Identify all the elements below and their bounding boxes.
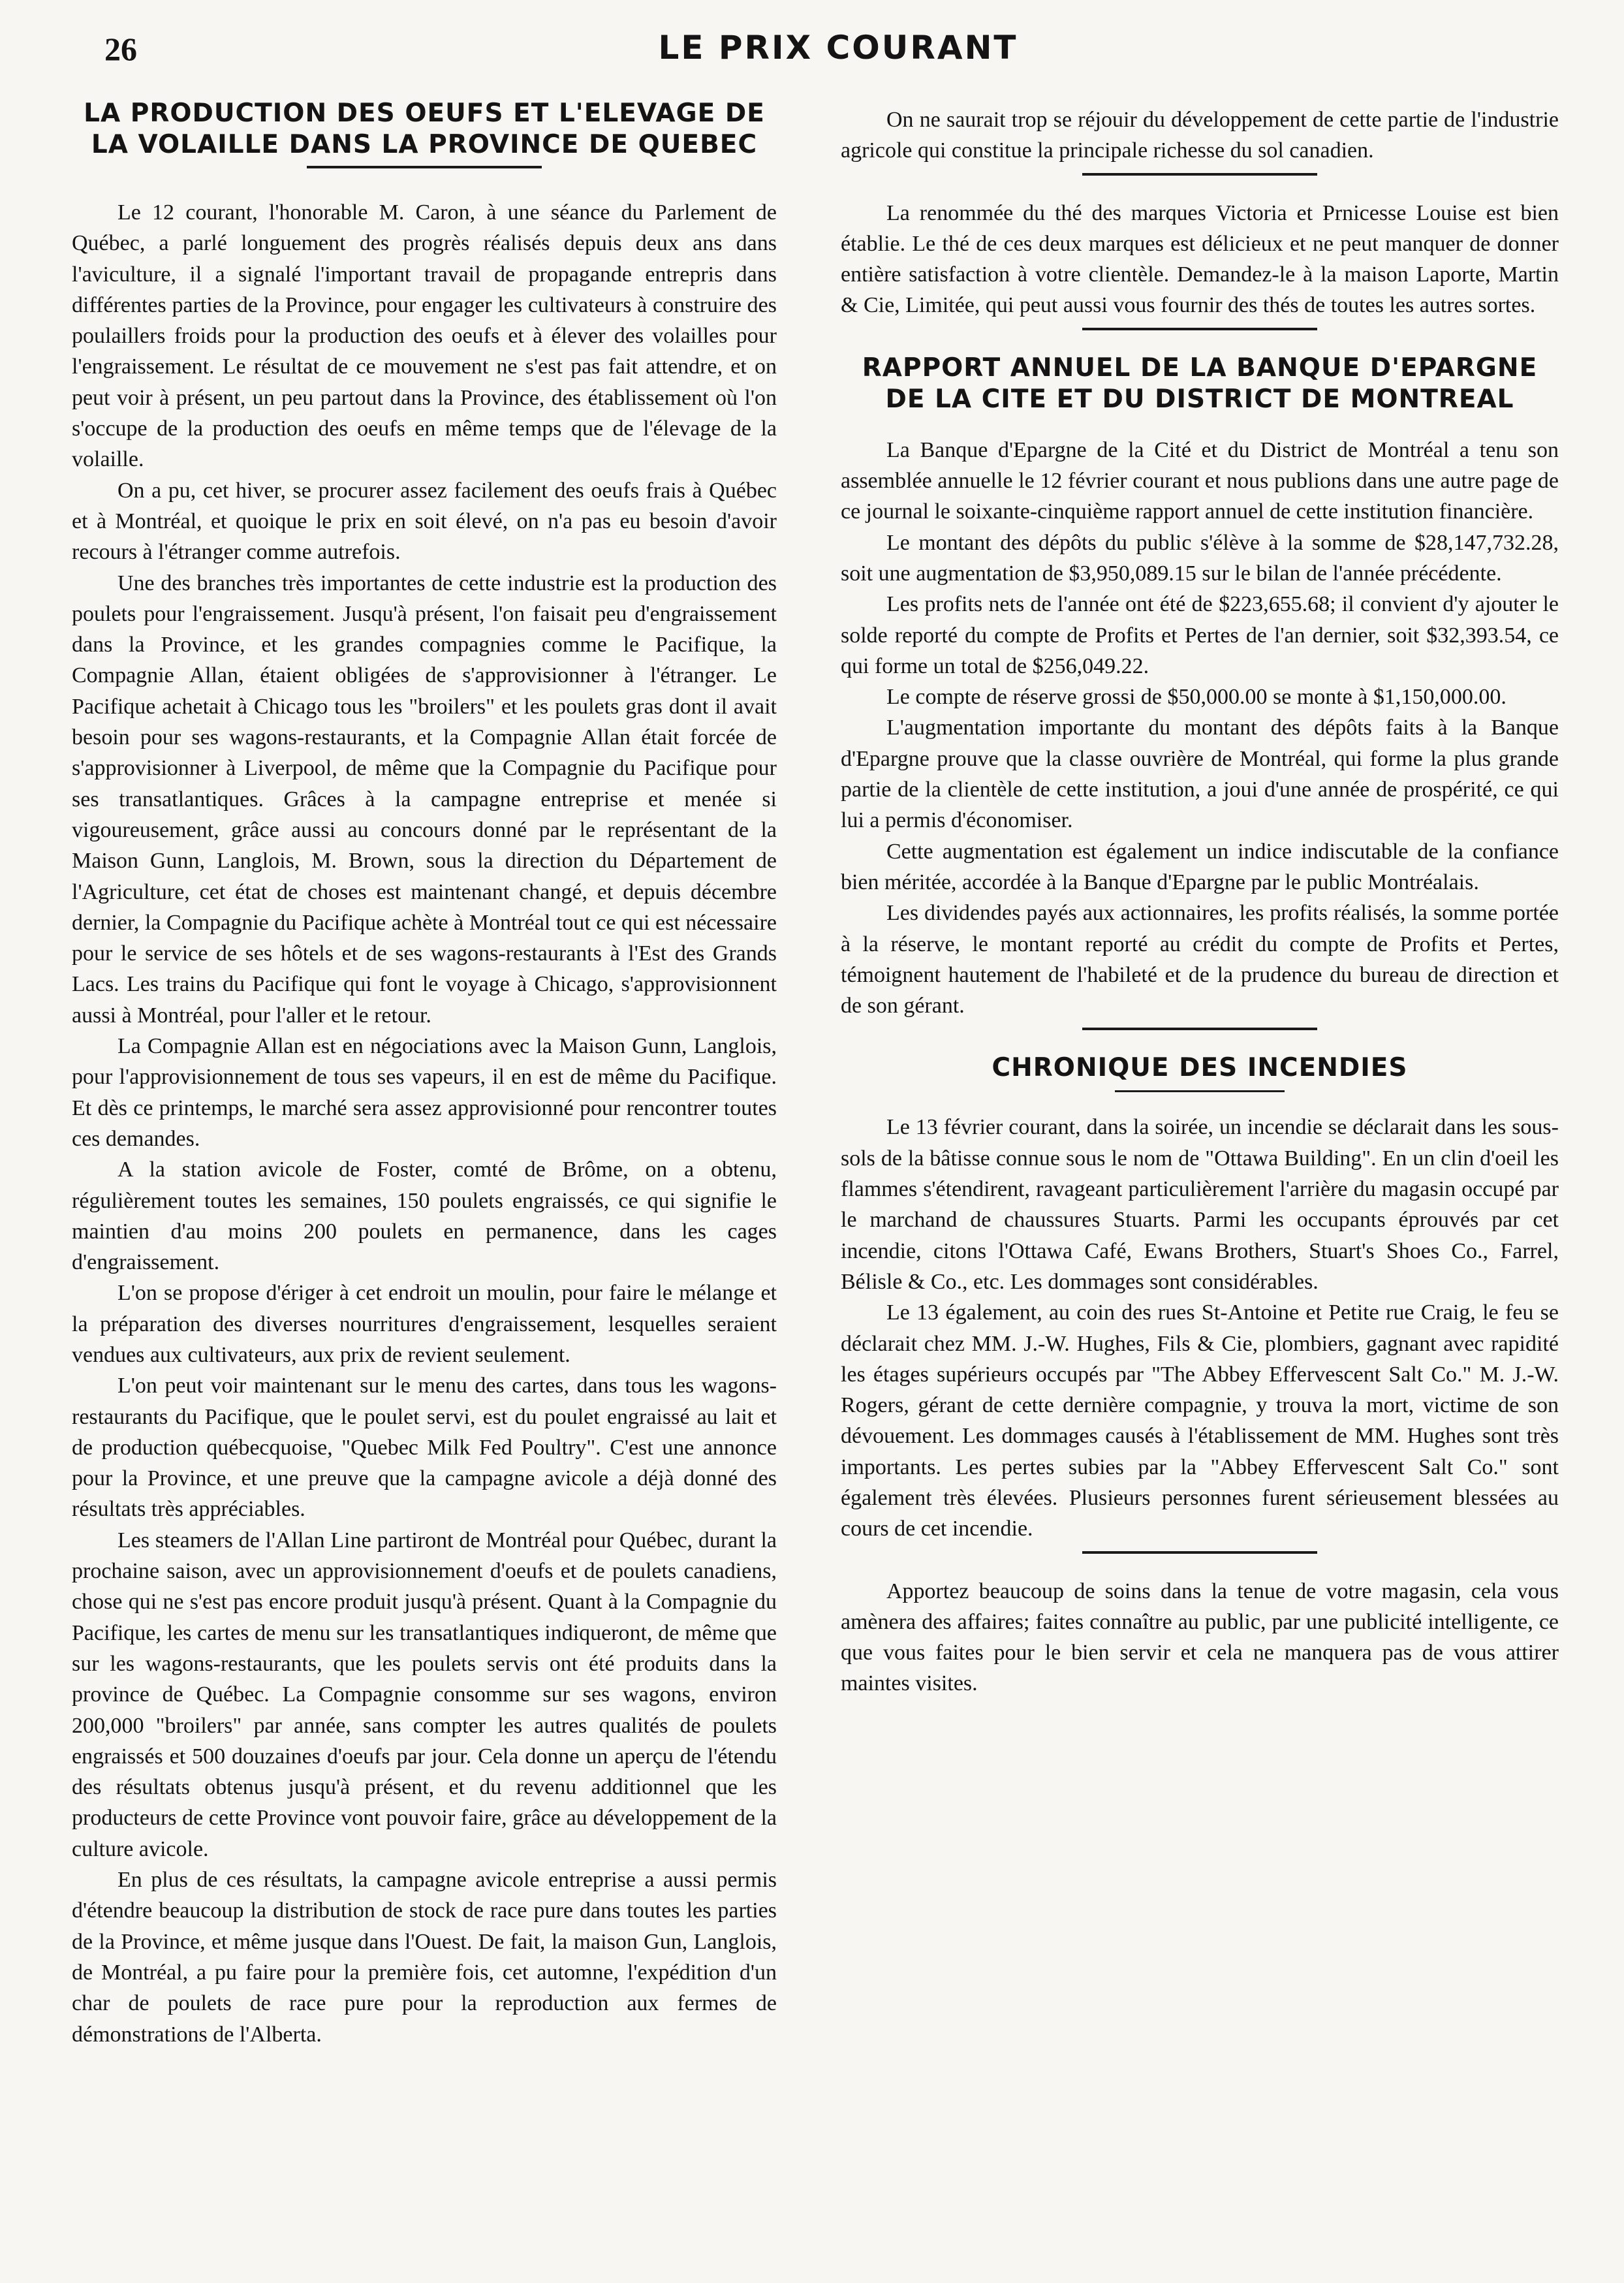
paragraph: On a pu, cet hiver, se procurer assez facilement des oeufs frais à Québec et à Montréal, et quoique le prix en soit élevé, on n'a pas eu besoin d'avoir recours à l'étranger comme autrefois. [72, 478, 777, 565]
page-header [98, 26, 1578, 78]
notice-the: La renommée du thé des marques Victoria et Prnicesse Louise est bien établie. Le thé de ces deux marques est délicieux et ne peut manquer de donner entière satisfaction à votre clientèle. Demandez-le à la maison Laporte, Martin & Cie, Limitée, qui peut aussi vous fournir des thés de toutes les autres sortes. [841, 200, 1559, 318]
paragraph: Le montant des dépôts du public s'élève à la somme de $28,147,732.28, soit une augmentation de $3,950,089.15 sur le bilan de l'année précédente. [841, 530, 1559, 586]
article-title-banque: RAPPORT ANNUEL DE LA BANQUE D'EPARGNE DE LA CITE ET DU DISTRICT DE MONTREAL [862, 353, 1538, 414]
paragraph: Les dividendes payés aux actionnaires, les profits réalisés, la somme portée à la réserve, le montant reporté au crédit du compte de Profits et Pertes, témoignent hautement de l'habileté et de la prudence du bureau de direction et de son gérant. [841, 901, 1559, 1018]
paragraph: Le 12 courant, l'honorable M. Caron, à une séance du Parlement de Québec, a parlé longuement des progrès réalisés depuis deux ans dans l'aviculture, il a signalé l'important travail de propagande entrepris dans différentes parties de la Province, pour engager les cultivateurs à construire des poulaillers froids pour la production des oeufs et à élever des volailles pour l'engraissement. Le résultat de ce mouvement ne s'est pas fait attendre, et on peut voir à présent, un peu partout dans la Province, des établissement où l'on s'occupe de la production des oeufs en même temps que de l'élevage de la volaille. [72, 200, 777, 472]
article-title-oeufs: LA PRODUCTION DES OEUFS ET L'ELEVAGE DE LA VOLAILLE DANS LA PROVINCE DE QUEBEC [84, 99, 765, 159]
right-column [841, 104, 1559, 1699]
article-title-incendies: CHRONIQUE DES INCENDIES [992, 1053, 1408, 1083]
paragraph: L'on peut voir maintenant sur le menu des cartes, dans tous les wagons-restaurants du Pacifique, que le poulet servi, est du poulet engraissé au lait et de production québecquoise, "Quebec Milk Fed Poultry". C'est une annonce pour la Province, et une preuve que la campagne avicole a déjà donné des résultats très appréciables. [72, 1374, 777, 1522]
paragraph: La Banque d'Epargne de la Cité et du District de Montréal a tenu son assemblée annuelle le 12 février courant et nous publions dans une autre page de ce journal le soixante-cinquième rapport annuel de cette institution financière. [841, 437, 1559, 524]
paragraph: En plus de ces résultats, la campagne avicole entreprise a aussi permis d'étendre beaucoup la distribution de stock de race pure dans toutes les parties de la Province, et même jusque dans l'Ouest. De fait, la maison Gun, Langlois, de Montréal, a pu faire pour la première fois, cet automne, l'expédition d'un char de poulets de race pure pour la reproduction aux fermes de démonstrations de l'Alberta. [72, 1868, 777, 2047]
page-number: 26 [104, 31, 137, 67]
title-rule [307, 166, 542, 168]
paragraph: Cette augmentation est également un indice indiscutable de la confiance bien méritée, accordée à la Banque d'Epargne par le public Montréalais. [841, 839, 1559, 894]
paragraph: L'augmentation importante du montant des dépôts faits à la Banque d'Epargne prouve que la classe ouvrière de Montréal, qui forme la plus grande partie de la clientèle de cette institution, a joui d'une année de prospérité, ce qui lui a permis d'économiser. [841, 716, 1559, 833]
left-column [72, 98, 777, 2050]
paragraph: Une des branches très importantes de cette industrie est la production des poulets pour l'engraissement. Jusqu'à présent, l'on faisait peu d'engraissement dans la Province, et les grandes compagnies comme le Pacifique, la Compagnie Allan, étaient obligées de s'approvisionner à l'étranger. Le Pacifique achetait à Chicago tous les "broilers" et les poulets gras dont il avait besoin pour ses wagons-restaurants, et la Compagnie Allan était forcée de s'approvisionner à Liverpool, de même que la Compagnie du Pacifique pour ses transatlantiques. Grâces à la campagne entreprise et menée si vigoureusement, grâce aussi au concours donné par le représentant de la Maison Gunn, Langlois, M. Brown, sous la direction du Département de l'Agriculture, cet état de choses est maintenant changé, et depuis décembre dernier, la Compagnie du Pacifique achète à Montréal tout ce qui est nécessaire pour le service de ses hôtels et de ses wagons-restaurants à l'Est des Grands Lacs. Les trains du Pacifique qui font le voyage à Chicago, s'approvisionnent aussi à Montréal, pour l'aller et le retour. [72, 571, 777, 1028]
paragraph: Les steamers de l'Allan Line partiront de Montréal pour Québec, durant la prochaine saison, avec un approvisionnement d'oeufs et de poulets canadiens, chose qui ne s'est pas encore produit jusqu'à présent. Quant à la Compagnie du Pacifique, les cartes de menu sur les transatlantiques indiqueront, de même que sur les wagons-restaurants, que les poulets servis ont été produits dans la province de Québec. La Compagnie consomme sur ses wagons, environ 200,000 "broilers" par année, sans compter les autres qualités de poulets engraissés et 500 douzaines d'oeufs par jour. Cela donne un aperçu de l'étendu des résultats obtenus jusqu'à présent, et du revenu additionnel que les producteurs de cette Province vont pouvoir faire, grâce au développement de la culture avicole. [72, 1528, 777, 1861]
paragraph: Le 13 également, au coin des rues St-Antoine et Petite rue Craig, le feu se déclarait chez MM. J.-W. Hughes, Fils & Cie, plombiers, gagnant avec rapidité les étages supérieurs occupés par "The Abbey Effervescent Salt Co." M. J.-W. Rogers, gérant de cette dernière compagnie, y trouva la mort, victime de son dévouement. Les dommages causés à l'établissement de MM. Hughes sont très importants. Les pertes subies par la "Abbey Effervescent Salt Co." sont également très élevées. Plusieurs personnes furent sérieusement blessées au cours de cet incendie. [841, 1300, 1559, 1541]
paragraph: Les profits nets de l'année ont été de $223,655.68; il convient d'y ajouter le solde reporté du compte de Profits et Pertes de l'an dernier, soit $32,393.54, ce qui forme un total de $256,049.22. [841, 592, 1559, 678]
paragraph: A la station avicole de Foster, comté de Brôme, on a obtenu, régulièrement toutes les semaines, 150 poulets engraissés, ce qui signifie le maintien d'au moins 200 poulets en permanence, dans les cages d'engraissement. [72, 1157, 777, 1275]
journal-title: LE PRIX COURANT [658, 29, 1018, 67]
paragraph: La Compagnie Allan est en négociations avec la Maison Gunn, Langlois, pour l'approvisionnement de tous ses vapeurs, il en est de même du Pacifique. Et dès ce printemps, le marché sera assez approvisionné pour rencontrer toutes ces demandes. [72, 1034, 777, 1151]
title-rule [1115, 1090, 1285, 1092]
paragraph: On ne saurait trop se réjouir du développement de cette partie de l'industrie agricole qui constitue la principale richesse du sol canadien. [841, 108, 1559, 163]
paragraph: Le 13 février courant, dans la soirée, un incendie se déclarait dans les sous-sols de la bâtisse connue sous le nom de "Ottawa Building". En un clin d'oeil les flammes s'étendirent, ravageant particulièrement l'arrière du magasin occupé par le marchand de chaussures Stuarts. Parmi les occupants éprouvés par cet incendie, citons l'Ottawa Café, Ewans Brothers, Stuart's Shoes Co., Farrel, Bélisle & Co., etc. Les dommages sont considérables. [841, 1115, 1559, 1294]
notice-magasin: Apportez beaucoup de soins dans la tenue de votre magasin, cela vous amènera des affaires; faites connaître au public, par une publicité intelligente, ce que vous faites pour le bien servir et cela ne manquera pas de vous attirer maintes visites. [841, 1579, 1559, 1696]
paragraph: Le compte de réserve grossi de $50,000.00 se monte à $1,150,000.00. [886, 685, 1507, 710]
paragraph: L'on se propose d'ériger à cet endroit un moulin, pour faire le mélange et la préparation des diverses nourritures d'engraissement, lesquelles seraient vendues aux cultivateurs, aux prix de revient seulement. [72, 1281, 777, 1367]
